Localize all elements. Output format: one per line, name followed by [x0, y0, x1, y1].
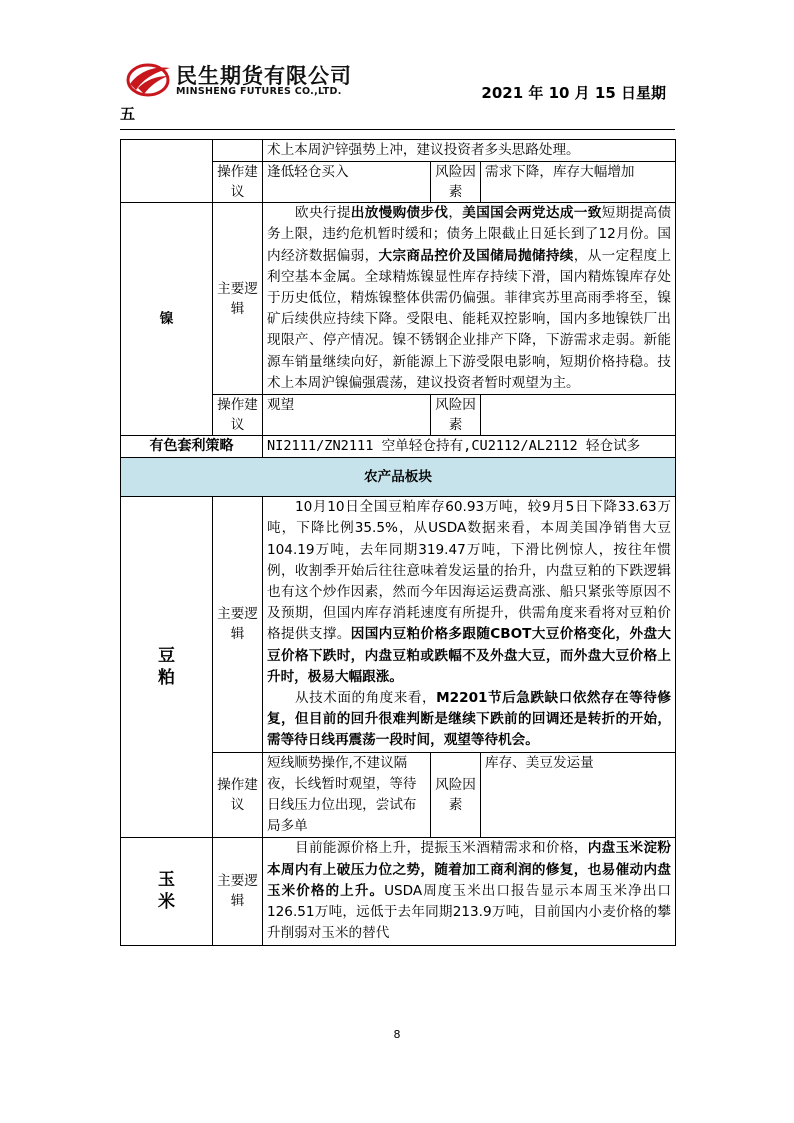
logo-english-name: MINSHENG FUTURES CO.,LTD. — [176, 86, 342, 97]
soymeal-op-label: 操作建议 — [213, 752, 263, 838]
company-logo — [126, 58, 366, 104]
zinc-op-label: 操作建议 — [213, 162, 263, 203]
nickel-category: 镍 — [121, 203, 213, 436]
arbitrage-label: 有色套利策略 — [121, 436, 263, 458]
soymeal-risk-label: 风险因素 — [431, 752, 481, 838]
zinc-category-cell — [121, 140, 213, 203]
report-weekday: 五 — [120, 105, 136, 123]
soymeal-logic-label: 主要逻辑 — [213, 497, 263, 752]
nickel-risk-text — [481, 395, 676, 436]
nickel-op-label: 操作建议 — [213, 395, 263, 436]
soymeal-category: 豆粕 — [121, 497, 213, 838]
logo-chinese-name: 民生期货有限公司 — [176, 64, 352, 88]
zinc-logic-end: 术上本周沪锌强势上冲，建议投资者多头思路处理。 — [263, 140, 676, 162]
soymeal-risk-text: 库存、美豆发运量 — [481, 752, 676, 838]
arbitrage-text: NI2111/ZN2111 空单轻仓持有,CU2112/AL2112 轻仓试多 — [263, 436, 676, 458]
corn-logic-label: 主要逻辑 — [213, 838, 263, 945]
nickel-logic-text: 欧央行提出放慢购债步伐，美国国会两党达成一致短期提高债务上限，违约危机暂时缓和；债务上限截止日延长到了12月份。国内经济数据偏弱，大宗商品控价及国储局抛储持续，从一定程度上利空基本金属。全球精炼镍显性库存持续下滑，国内精炼镍库存处于历史低位，精炼镍整体供需仍偏强。菲律宾苏里高雨季将至，镍矿后续供应持续下降。受限电、能耗双控影响，国内多地镍铁厂出现限产、停产情况。镍不锈钢企业排产下降，下游需求走弱。新能源车销量继续向好，新能源上下游受限电影响，短期价格持稳。技术上本周沪镍偏强震荡，建议投资者暂时观望为主。 — [263, 203, 676, 395]
nickel-op-text: 观望 — [263, 395, 431, 436]
zinc-op-text: 逢低轻仓买入 — [263, 162, 431, 203]
agri-section-header: 农产品板块 — [121, 458, 676, 497]
table-row — [121, 497, 676, 752]
corn-logic-text: 目前能源价格上升，提振玉米酒精需求和价格，内盘玉米淀粉本周内有上破压力位之势，随着加工商利润的修复，也易催动内盘玉米价格的上升。USDA周度玉米出口报告显示本周玉米净出口126.51万吨，远低于去年同期213.9万吨，目前国内小麦价格的攀升削弱对玉米的替代 — [263, 838, 676, 945]
table-row — [121, 436, 676, 458]
table-row — [121, 140, 676, 162]
nickel-risk-label: 风险因素 — [431, 395, 481, 436]
zinc-risk-label: 风险因素 — [431, 162, 481, 203]
nickel-logic-label: 主要逻辑 — [213, 203, 263, 395]
soymeal-logic-text: 10月10日全国豆粕库存60.93万吨，较9月5日下降33.63万吨，下降比例35.5%，从USDA数据来看，本周美国净销售大豆104.19万吨，去年同期319.47万吨，下滑比例惊人，按往年惯例，收割季开始后往往意味着发运量的抬升，内盘豆粕的下跌逻辑也有这个炒作因素，然而今年因海运运费高涨、船只紧张等原因不及预期，但国内库存消耗速度有所提升，供需角度来看将对豆粕价格提供支撑。因国内豆粕价格多跟随CBOT大豆价格变化，外盘大豆价格下跌时，内盘豆粕或跌幅不及外盘大豆，而外盘大豆价格上升时，极易大幅跟涨。 从技术面的角度来看，M2201节后急跌缺口依然存在等待修复，但目前的回升很难判断是继续下跌前的回调还是转折的开始，需等待日线再震荡一段时间，观望等待机会。 — [263, 497, 676, 752]
report-date: 2021 年 10 月 15 日星期 — [481, 84, 666, 102]
table-row — [121, 838, 676, 945]
soymeal-op-text: 短线顺势操作,不建议隔夜，长线暂时观望，等待日线压力位出现，尝试布局多单 — [263, 752, 431, 838]
page-number: 8 — [393, 1028, 401, 1041]
minsheng-logo-icon — [126, 58, 172, 100]
table-row — [121, 458, 676, 497]
strategy-table — [120, 139, 676, 946]
header-divider — [120, 129, 675, 130]
zinc-risk-text: 需求下降，库存大幅增加 — [481, 162, 676, 203]
table-row — [121, 203, 676, 395]
corn-category: 玉米 — [121, 838, 213, 945]
